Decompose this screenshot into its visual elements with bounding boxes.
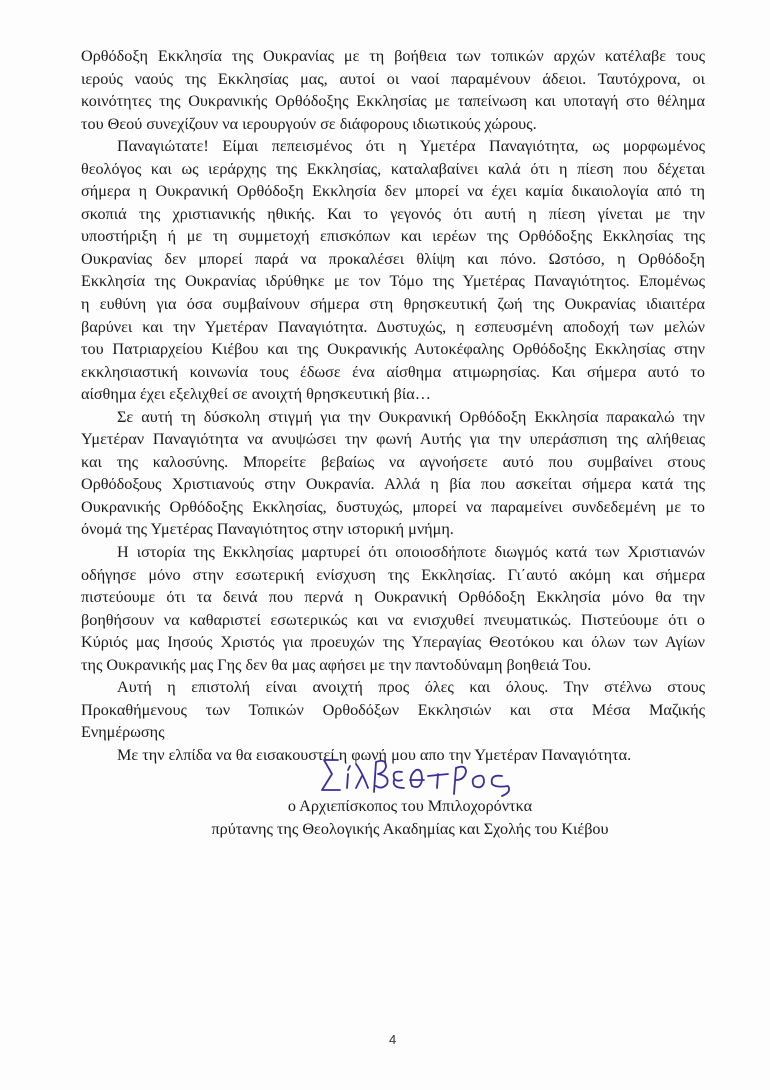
text-line: Κύριός μας Ιησούς Χριστός για προευχών της Υπεραγίας Θεοτόκου και όλων των Αγίων	[81, 633, 705, 652]
text-line: του Θεού συνεχίζουν να ιερουργούν σε διάφορους ιδιωτικούς χώρους.	[81, 114, 537, 133]
text-line: Ουκρανικής Ορθόδοξης Εκκλησίας, δυστυχώς, μπορεί να παραμείνει συνδεδεμένη με το	[81, 497, 705, 516]
text-line: βαρύνει και την Υμετέραν Παναγιότητα. Δυστυχώς, η εσπευσμένη αποδοχή των μελών	[81, 317, 705, 336]
text-line: της Ουκρανικής μας Γης δεν θα μας αφήσει με την παντοδύναμη βοηθειά Του.	[81, 655, 592, 674]
text-line: όνομά της Υμετέρας Παναγιότητος στην ιστορική μνήμη.	[81, 520, 454, 539]
text-line: σκοπιά της χριστιανικής ηθικής. Και το γεγονός ότι αυτή η πίεση γίνεται με την	[81, 204, 705, 223]
text-line: κοινότητες της Ουκρανικής Ορθόδοξης Εκκλησίας με ταπείνωση και υποταγή στο θέλημα	[81, 92, 705, 111]
text-line: εκκλησιαστική κοινωνία τους έδωσε ένα αίσθημα ατιμωρησίας. Και σήμερα αυτό το	[81, 362, 705, 381]
letter-body	[81, 45, 705, 767]
text-line: ιερούς ναούς της Εκκλησίας μας, αυτοί οι ναοί παραμένουν άδειοι. Ταυτόχρονα, οι	[81, 69, 705, 88]
text-line: Σε αυτή τη δύσκολη στιγμή για την Ουκρανική Ορθόδοξη Εκκλησία παρακαλώ την	[117, 407, 705, 426]
signature-block	[180, 795, 640, 840]
text-line: Η ιστορία της Εκκλησίας μαρτυρεί ότι οποιοσδήποτε διωγμός κατά των Χριστιανών	[117, 543, 705, 562]
signatory-title: ο Αρχιεπίσκοπος του Μπιλοχορόντκα	[287, 797, 533, 815]
text-line: Υμετέραν Παναγιότητα να ανυψώσει την φωνή Αυτής για την υπεράσπιση της αλήθειας	[81, 430, 705, 449]
text-line: υποστήριξη ή με τη συμμετοχή επισκόπων και ιερέων της Ορθόδοξης Εκκλησίας της	[81, 227, 705, 246]
text-line: Παναγιώτατε! Είμαι πεπεισμένος ότι η Υμετέρα Παναγιότητα, ως μορφωμένος	[117, 137, 705, 156]
signature-image	[316, 752, 536, 798]
text-line: βοηθήσουν να καθαριστεί εσωτερικώς και να ενισχυθεί πνευματικώς. Πιστεύουμε ότι ο	[81, 610, 705, 629]
page-number: 4	[389, 1032, 397, 1047]
signatory-role: πρύτανης της Θεολογικής Ακαδημίας και Σχολής του Κιέβου	[211, 819, 609, 838]
text-line: θεολόγος και ως ιεράρχης της Εκκλησίας, καταλαβαίνει καλά ότι η πίεση που δέχεται	[81, 159, 705, 178]
text-line: Εκκλησία της Ουκρανίας ιδρύθηκε με τον Τόμο της Υμετέρας Παναγιότητος. Επομένως	[81, 272, 705, 291]
text-line: και της καλοσύνης. Μπορείτε βεβαίως να αγνοήσετε αυτό που συμβαίνει στους	[81, 452, 705, 471]
text-line: Ορθόδοξη Εκκλησία της Ουκρανίας με τη βοήθεια των τοπικών αρχών κατέλαβε τους	[81, 47, 705, 65]
text-line: Με την ελπίδα να θα εισακουστεί η φωνή μου απο την Υμετέραν Παναγιότητα.	[117, 745, 632, 764]
text-line: Ουκρανίας δεν μπορεί παρά να προκαλέσει θλίψη και πόνο. Ωστόσο, η Ορθόδοξη	[81, 249, 705, 268]
text-line: Ενημέρωσης	[81, 723, 165, 742]
handwritten-signature	[316, 752, 536, 798]
text-line: αίσθημα έχει εξελιχθεί σε ανοιχτή θρησκευτική βία…	[81, 385, 431, 404]
text-line: Προκαθήμενους των Τοπικών Ορθοδόξων Εκκλησιών και στα Μέσα Μαζικής	[81, 700, 705, 719]
text-line: Αυτή η επιστολή είναι ανοιχτή προς όλες και όλους. Την στέλνω στους	[117, 678, 705, 697]
text-line: η ευθύνη για όσα συμβαίνουν σήμερα στη θρησκευτική ζωή της Ουκρανίας ιδιαιτέρα	[81, 295, 705, 314]
text-line: πιστεύουμε ότι τα δεινά που περνά η Ουκρανική Ορθόδοξη Εκκλησία μόνο θα την	[81, 588, 705, 607]
text-line: οδήγησε μόνο στην εσωτερική ενίσχυση της Εκκλησίας. Γι΄αυτό ακόμη και σήμερα	[81, 565, 705, 584]
text-line: Ορθόδοξους Χριστιανούς στην Ουκρανία. Αλλά η βία που ασκείται σήμερα κατά της	[81, 475, 705, 494]
text-line: του Πατριαρχείου Κιέβου και της Ουκρανικής Αυτοκέφαλης Ορθόδοξης Εκκλησίας στην	[81, 340, 705, 359]
text-line: σήμερα η Ουκρανική Ορθόδοξη Εκκλησία δεν μπορεί να έχει καμία δικαιολογία από τη	[81, 182, 705, 201]
